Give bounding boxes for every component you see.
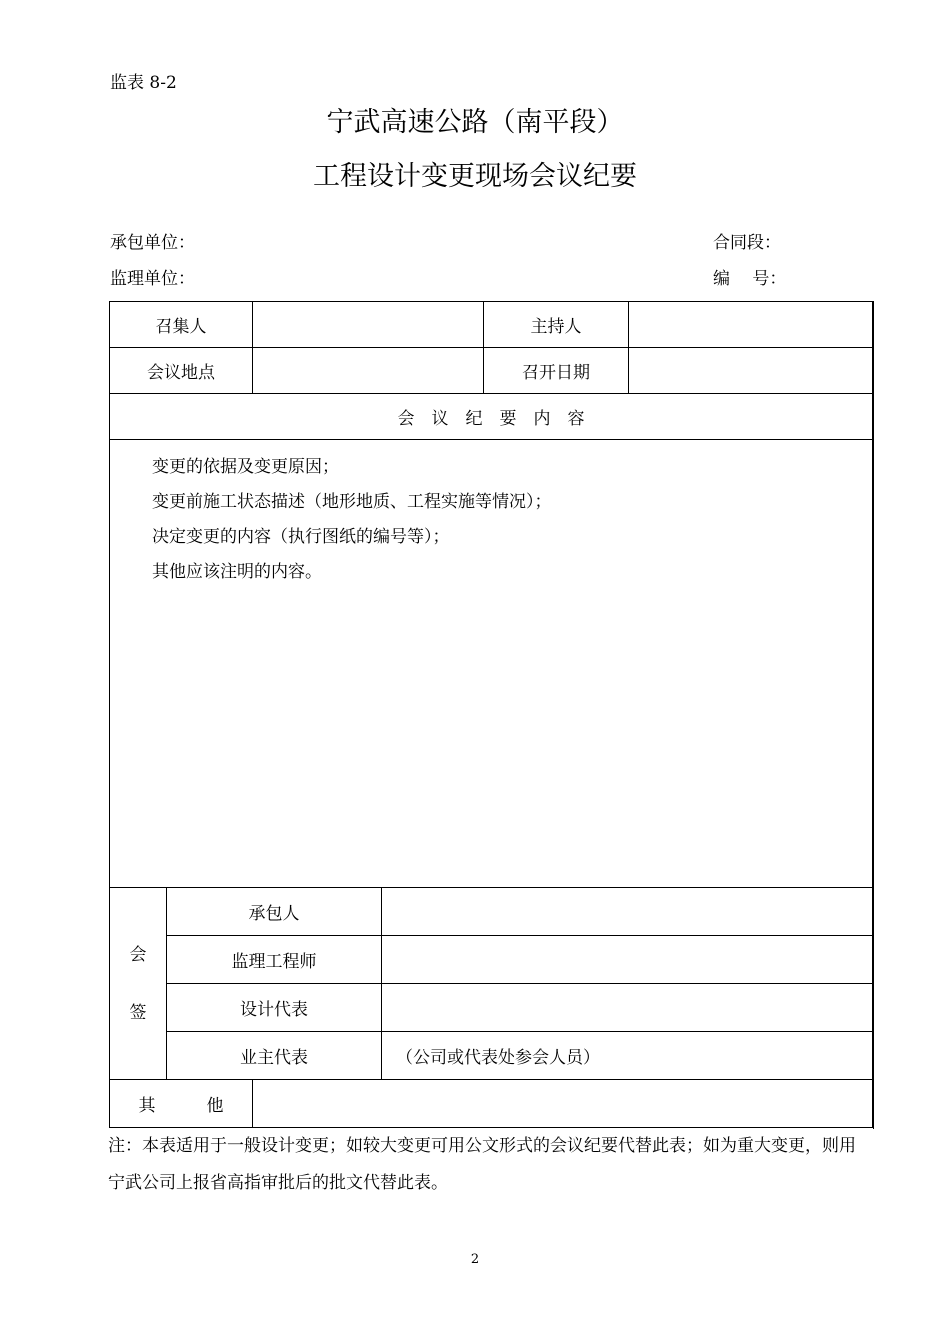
content-line: 变更的依据及变更原因； (152, 457, 339, 477)
host-label: 主持人 (484, 302, 629, 348)
design-rep-signature-field[interactable] (382, 984, 873, 1032)
number-label: 编 号： (713, 269, 787, 289)
location-field[interactable] (253, 348, 484, 394)
other-label: 其 他 (110, 1080, 253, 1128)
signoff-label-char: 签 (129, 1002, 147, 1023)
date-field[interactable] (629, 348, 873, 394)
content-line: 变更前施工状态描述（地形地质、工程实施等情况）； (152, 492, 552, 512)
footnote: 注：本表适用于一般设计变更；如较大变更可用公文形式的会议纪要代替此表；如为重大变更，则用宁武公司上报省高指审批后的批文代替此表。 (108, 1136, 856, 1193)
page-number: 2 (470, 1252, 480, 1267)
supervision-unit-label: 监理单位： (110, 269, 195, 289)
owner-rep-label: 业主代表 (167, 1032, 382, 1080)
supervising-engineer-signature-field[interactable] (382, 936, 873, 984)
location-label: 会议地点 (110, 348, 253, 394)
table-outer-rule (873, 301, 874, 1129)
owner-rep-signature-field[interactable] (382, 1032, 873, 1080)
design-rep-label: 设计代表 (167, 984, 382, 1032)
contractor-person-label: 承包人 (167, 888, 382, 936)
date-label: 召开日期 (484, 348, 629, 394)
owner-rep-hint: （公司或代表处参会人员） (396, 1048, 600, 1068)
content-line: 其他应该注明的内容。 (152, 562, 322, 582)
page-subtitle: 工程设计变更现场会议纪要 (313, 161, 637, 192)
other-field[interactable] (253, 1080, 873, 1128)
supervising-engineer-label: 监理工程师 (167, 936, 382, 984)
page-title: 宁武高速公路（南平段） (326, 107, 624, 138)
contractor-signature-field[interactable] (382, 888, 873, 936)
minutes-content[interactable] (110, 440, 873, 888)
convener-field[interactable] (253, 302, 484, 348)
meeting-minutes-form (109, 301, 873, 1128)
content-line: 决定变更的内容（执行图纸的编号等）； (152, 527, 450, 547)
host-field[interactable] (629, 302, 873, 348)
convener-label: 召集人 (110, 302, 253, 348)
signoff-label-char: 会 (129, 944, 147, 965)
contract-section-label: 合同段： (713, 233, 781, 253)
contractor-unit-label: 承包单位： (110, 233, 195, 253)
form-id: 监表 8-2 (110, 73, 177, 93)
minutes-heading: 会议纪要内容 (110, 394, 873, 440)
signoff-label (110, 888, 167, 1080)
